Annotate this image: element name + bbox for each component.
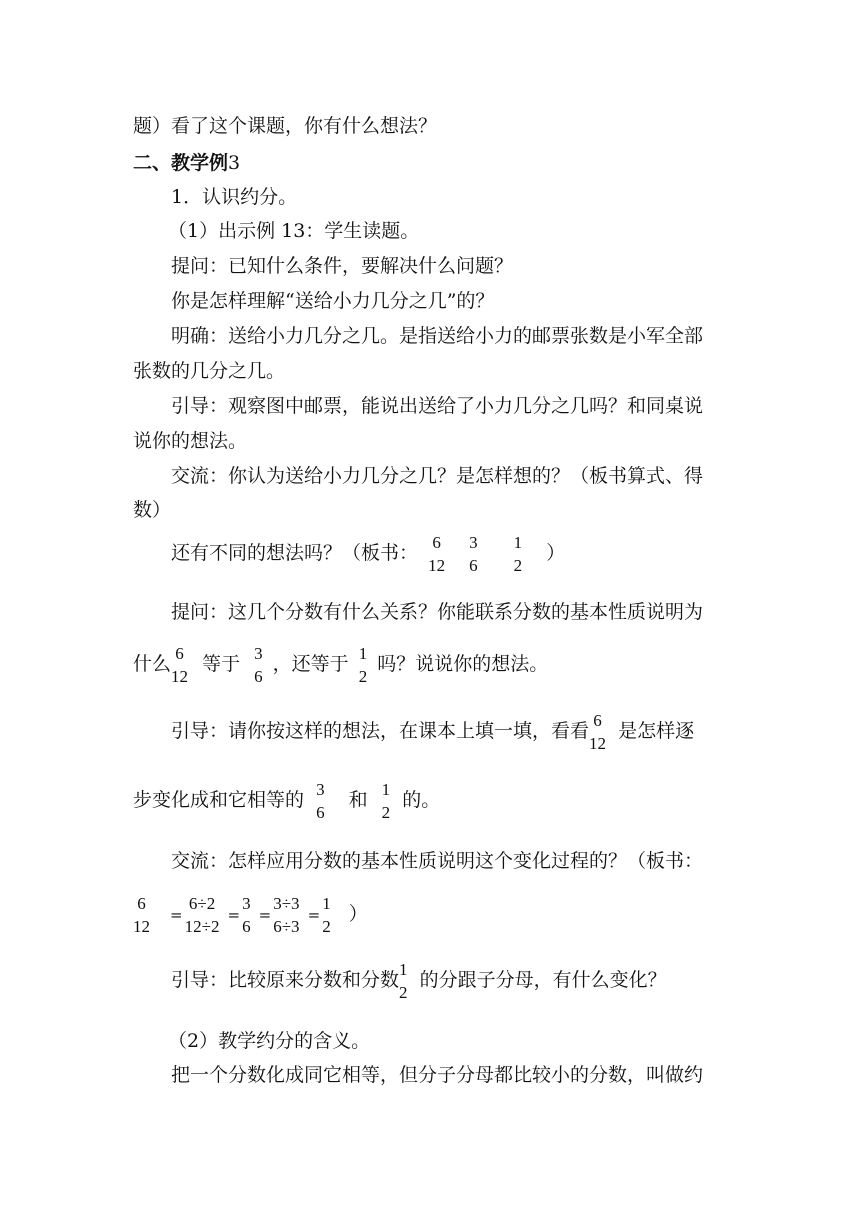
text-line: 把一个分数化成同它相等，但分子分母都比较小的分数，叫做约 — [171, 1064, 704, 1086]
text-segment: 的分跟子分母，有什么变化？ — [419, 969, 667, 991]
numerator: 1 — [381, 779, 391, 799]
text-segment: 和 — [348, 789, 368, 811]
fraction-6-12 — [428, 532, 445, 577]
fraction-step-1 — [185, 893, 220, 938]
denominator: 2 — [358, 666, 368, 686]
text-line: 交流：你认为送给小力几分之几？是怎样想的？（板书算式、得 — [171, 465, 704, 487]
equals-sign: = — [307, 906, 321, 924]
denominator: 6÷3 — [273, 916, 300, 936]
denominator: 6 — [316, 802, 325, 822]
text-line: （1）出示例 13：学生读题。 — [168, 220, 420, 242]
numerator: 1 — [513, 532, 523, 552]
numerator: 3 — [316, 779, 325, 799]
numerator: 6 — [175, 643, 184, 663]
fraction-3-6 — [316, 779, 325, 824]
denominator: 12 — [589, 733, 607, 753]
fraction-6-12 — [589, 710, 606, 755]
denominator: 6 — [469, 555, 478, 575]
denominator: 2 — [513, 555, 523, 575]
numerator: 6÷2 — [188, 893, 216, 913]
fraction-6-12 — [171, 643, 188, 688]
text-line: 交流：怎样应用分数的基本性质说明这个变化过程的？（板书： — [171, 850, 704, 872]
fraction-1-2 — [382, 779, 391, 824]
denominator: 12 — [428, 555, 446, 575]
text-segment: 等于 — [202, 653, 241, 675]
text-line: 说你的想法。 — [133, 430, 248, 452]
text-line: （2）教学约分的含义。 — [168, 1030, 371, 1052]
numerator: 6 — [137, 893, 146, 913]
text-segment: 还有不同的想法吗？（板书： — [171, 542, 419, 564]
fraction-1-2 — [514, 532, 523, 577]
fraction-1-2 — [322, 893, 331, 938]
numerator: 1 — [399, 959, 408, 979]
text-segment: 吗？说说你的想法。 — [377, 653, 549, 675]
text-line: 明确：送给小力几分之几。是指送给小力的邮票张数是小军全部 — [171, 325, 704, 347]
denominator: 12÷2 — [184, 916, 220, 936]
fraction-3-6 — [242, 893, 251, 938]
text-segment: 步变化成和它相等的 — [133, 789, 305, 811]
numerator: 6 — [432, 532, 441, 552]
text-segment: ） — [546, 542, 566, 564]
text-line: 提问：已知什么条件，要解决什么问题？ — [171, 255, 514, 277]
text-segment: 引导：请你按这样的想法，在课本上填一填，看看 — [171, 720, 590, 742]
equals-sign: = — [170, 906, 183, 924]
numerator: 3 — [254, 643, 263, 663]
numerator: 3 — [242, 893, 251, 913]
text-segment: 的。 — [402, 789, 441, 811]
numerator: 3÷3 — [273, 893, 300, 913]
text-line: 数） — [133, 499, 172, 521]
fraction-step-2 — [273, 893, 299, 938]
numerator: 3 — [469, 532, 478, 552]
fraction-3-6 — [254, 643, 263, 688]
section-heading-label: 二、教学例 — [133, 152, 229, 174]
text-line-fractions — [171, 707, 771, 755]
section-heading — [133, 150, 733, 176]
section-heading-number: 3 — [228, 152, 241, 174]
numerator: 6 — [593, 710, 602, 730]
text-line: 张数的几分之几。 — [133, 360, 286, 382]
text-segment: 是怎样逐 — [618, 720, 695, 742]
text-line-fractions — [171, 956, 771, 1004]
text-segment: ，还等于 — [272, 653, 349, 675]
denominator: 2 — [322, 916, 331, 936]
text-segment: 什么 — [133, 653, 172, 675]
fraction-1-2 — [359, 643, 368, 688]
equals-sign: = — [227, 906, 241, 924]
equals-sign: = — [258, 906, 272, 924]
fraction-6-12 — [133, 893, 150, 938]
fraction-equation — [133, 890, 733, 939]
numerator: 1 — [322, 893, 331, 913]
text-line-fractions — [133, 640, 733, 688]
text-line-fractions — [171, 529, 771, 577]
text-line-fractions — [133, 776, 733, 824]
text-line: 你是怎样理解“送给小力几分之几”的？ — [171, 290, 495, 312]
text-line: 提问：这几个分数有什么关系？你能联系分数的基本性质说明为 — [171, 601, 704, 623]
denominator: 2 — [381, 802, 391, 822]
text-segment: 引导：比较原来分数和分数 — [171, 969, 400, 991]
text-line: 题）看了这个课题，你有什么想法？ — [133, 115, 438, 137]
text-segment: ） — [348, 903, 368, 925]
denominator: 12 — [133, 916, 150, 936]
numerator: 1 — [358, 643, 368, 663]
text-line: 引导：观察图中邮票，能说出送给了小力几分之几吗？和同桌说 — [171, 395, 704, 417]
text-line: 1．认识约分。 — [171, 186, 298, 208]
fraction-3-6 — [469, 532, 478, 577]
fraction-1-2 — [399, 959, 408, 1004]
denominator: 2 — [399, 982, 408, 1002]
denominator: 6 — [254, 666, 263, 686]
denominator: 6 — [242, 916, 251, 936]
denominator: 12 — [171, 666, 189, 686]
